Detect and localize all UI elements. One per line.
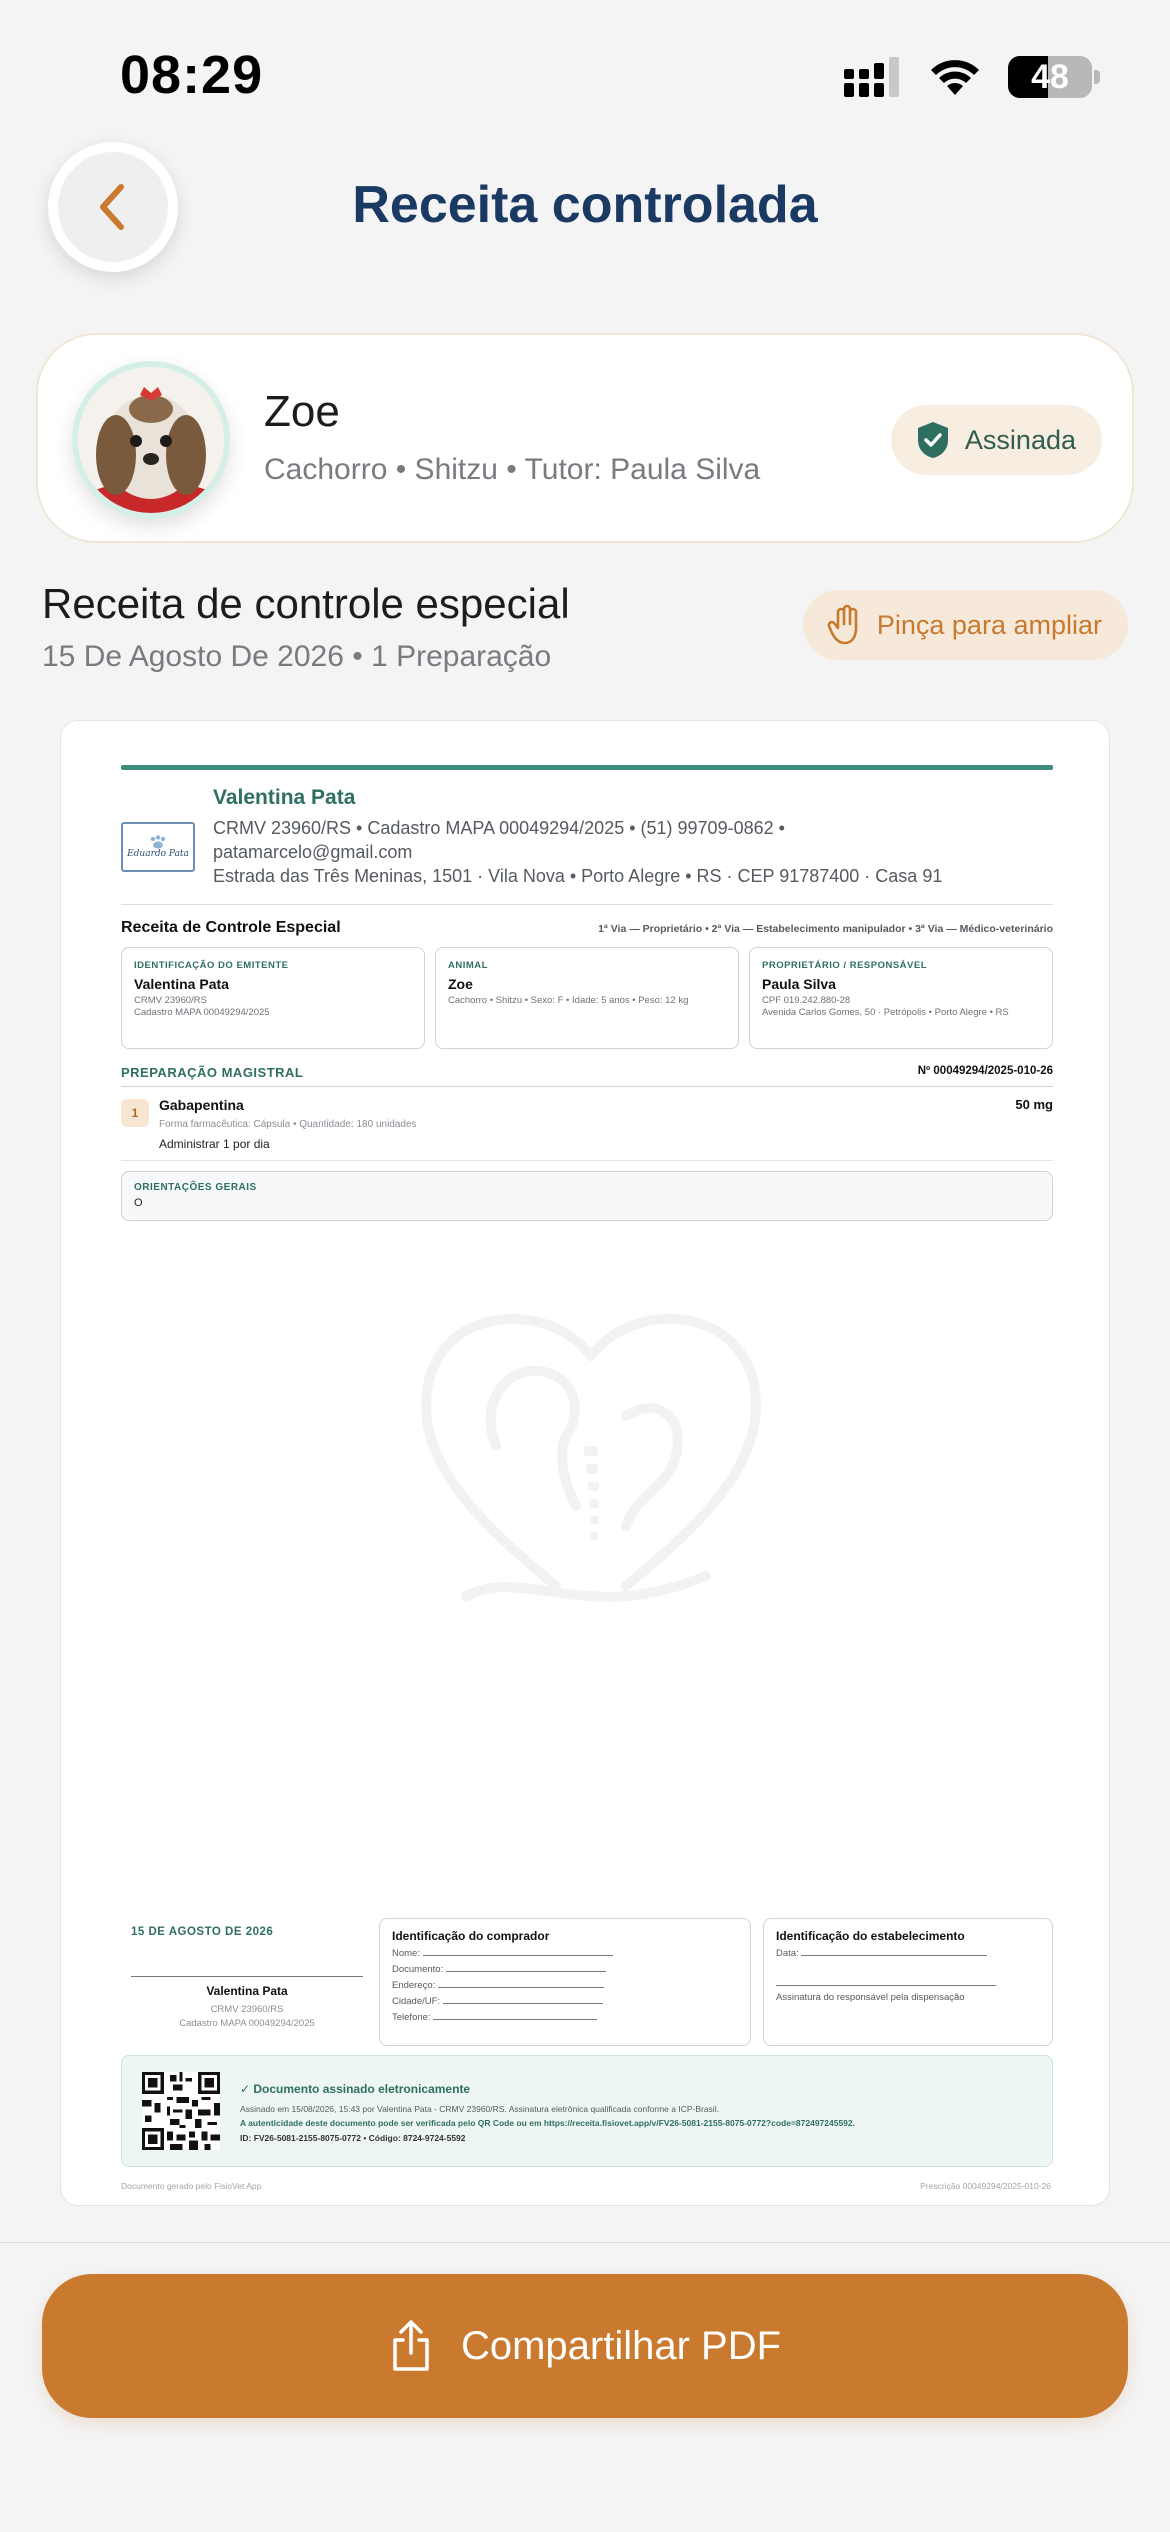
- electronic-signature-title: ✓ Documento assinado eletronicamente: [240, 2082, 471, 2096]
- medication-usage: Administrar 1 por dia: [159, 1137, 270, 1151]
- document-top-bar: [121, 765, 1053, 770]
- document-signature-section: [121, 1918, 1053, 2048]
- dog-photo-icon: [78, 367, 224, 513]
- medication-dose: 50 mg: [1015, 1097, 1053, 1112]
- signature-crmv: CRMV 23960/RS: [210, 2004, 284, 2015]
- signature-date: 15 DE AGOSTO DE 2026: [131, 1926, 274, 1938]
- signed-status-badge: [891, 405, 1102, 475]
- pet-name: Zoe: [264, 387, 340, 436]
- document-content: [121, 765, 1053, 1221]
- establishment-responsible: Assinatura do responsável pela dispensação: [776, 1992, 965, 2003]
- status-time: 08:29: [120, 45, 264, 105]
- medication-form: Forma farmacêutica: Cápsula • Quantidade: 180 unidades: [159, 1119, 417, 1130]
- establishment-identification-box: [763, 1918, 1053, 2046]
- animal-details: Cachorro • Shitzu • Sexo: F • Idade: 5 anos • Peso: 12 kg: [448, 995, 689, 1006]
- hand-icon: [827, 604, 865, 646]
- battery-percent: 48: [1031, 57, 1069, 96]
- buyer-name-field: Nome:: [392, 1948, 738, 1959]
- signature-mapa: Cadastro MAPA 00049294/2025: [179, 2018, 315, 2029]
- status-icons: [844, 56, 1100, 98]
- medication-name: Gabapentina: [159, 1097, 244, 1113]
- cellular-signal-icon: [844, 57, 902, 97]
- battery-cap: [1094, 70, 1100, 84]
- orientations-value: O: [134, 1197, 143, 1209]
- document-copies: 1ª Via — Proprietário • 2ª Via — Estabelecimento manipulador • 3ª Via — Médico-veterinário: [598, 923, 1053, 935]
- general-orientations: [121, 1171, 1053, 1221]
- animal-name: Zoe: [448, 976, 473, 992]
- issuer-mapa: Cadastro MAPA 00049294/2025: [134, 1007, 270, 1019]
- battery-indicator: [1008, 56, 1100, 98]
- pet-avatar: [72, 361, 230, 519]
- issuer-label: IDENTIFICAÇÃO DO EMITENTE: [134, 960, 289, 971]
- status-bar: [0, 0, 1170, 150]
- document-footer-left: Documento gerado pelo FisioVet App: [121, 2181, 262, 2191]
- share-icon: [389, 2319, 433, 2373]
- preparation-header: [121, 1065, 1053, 1087]
- signature-name: Valentina Pata: [206, 1984, 288, 1998]
- pet-details: Cachorro • Shitzu • Tutor: Paula Silva: [264, 453, 761, 486]
- share-pdf-button[interactable]: [42, 2274, 1128, 2418]
- clinic-name: Valentina Pata: [213, 786, 356, 809]
- prescription-subtitle: 15 De Agosto De 2026 • 1 Preparação: [42, 640, 552, 673]
- medication-item: [121, 1087, 1053, 1161]
- owner-address: Avenida Carlos Gomes, 50 · Petrópolis • Porto Alegre • RS: [762, 1007, 1009, 1019]
- buyer-title: Identificação do comprador: [392, 1929, 550, 1943]
- shield-check-icon: [915, 420, 951, 460]
- patient-card[interactable]: [36, 333, 1134, 543]
- buyer-document-field: Documento:: [392, 1964, 738, 1975]
- electronic-signature-info: Assinado em 15/08/2026, 15:43 por Valentina Pata - CRMV 23960/RS. Assinatura eletrônica qualificada conforme a ICP-Brasil.: [240, 2104, 719, 2114]
- medication-index: 1: [121, 1099, 149, 1127]
- establishment-title: Identificação do estabelecimento: [776, 1929, 965, 1943]
- electronic-signature-box: [121, 2055, 1053, 2167]
- preparation-label: PREPARAÇÃO MAGISTRAL: [121, 1065, 304, 1080]
- pinch-to-zoom-hint: [803, 590, 1128, 660]
- pinch-to-zoom-label: Pinça para ampliar: [876, 609, 1102, 640]
- owner-name: Paula Silva: [762, 976, 836, 992]
- electronic-signature-id: ID: FV26-5081-2155-8075-0772 • Código: 8724-9724-5592: [240, 2133, 466, 2143]
- bottom-divider: [0, 2242, 1170, 2243]
- animal-label: ANIMAL: [448, 960, 488, 971]
- wifi-icon: [928, 57, 982, 97]
- clinic-header: [121, 784, 1053, 904]
- share-pdf-label: Compartilhar PDF: [460, 2323, 782, 2368]
- clinic-email: patamarcelo@gmail.com: [213, 842, 413, 862]
- preparation-number: Nº 00049294/2025-010-26: [917, 1065, 1053, 1077]
- prescription-document[interactable]: [60, 720, 1110, 2206]
- qr-code-icon[interactable]: [142, 2072, 220, 2150]
- divider: [121, 904, 1053, 905]
- issuer-name: Valentina Pata: [134, 976, 229, 992]
- signed-status-label: Assinada: [964, 424, 1076, 455]
- clinic-logo-text: Eduardo Pata: [127, 849, 189, 859]
- clinic-logo: [121, 822, 195, 872]
- clinic-address: Estrada das Três Meninas, 1501 · Vila Nova • Porto Alegre • RS · CEP 91787400 · Casa 91: [213, 866, 943, 886]
- document-heading: Receita de Controle Especial: [121, 919, 341, 936]
- battery-icon: [1008, 56, 1092, 98]
- identification-boxes: [121, 947, 1053, 1049]
- owner-box: [749, 947, 1053, 1049]
- establishment-signature-line: [776, 1985, 996, 1986]
- buyer-phone-field: Telefone:: [392, 2012, 738, 2023]
- document-footer-right: Prescrição 00049294/2025-010-26: [920, 2181, 1051, 2191]
- signature-line: [131, 1976, 363, 1977]
- document-heading-row: [121, 919, 1053, 937]
- pet-watermark-icon: [406, 1296, 776, 1636]
- paw-icon: [147, 835, 169, 849]
- electronic-signature-verify: A autenticidade deste documento pode ser verificada pelo QR Code ou em https://receita.fisiovet.app/v/FV26-5081-2155-8075-0772?code=872497245592.: [240, 2118, 855, 2128]
- animal-box: [435, 947, 739, 1049]
- establishment-date-field: Data:: [776, 1948, 1040, 1959]
- owner-label: PROPRIETÁRIO / RESPONSÁVEL: [762, 960, 928, 971]
- buyer-identification-box: [379, 1918, 751, 2046]
- page-title: Receita controlada: [352, 176, 818, 234]
- owner-cpf: CPF 019.242.880-28: [762, 995, 851, 1006]
- buyer-address-field: Endereço:: [392, 1980, 738, 1991]
- buyer-city-field: Cidade/UF:: [392, 1996, 738, 2007]
- clinic-registration: CRMV 23960/RS • Cadastro MAPA 00049294/2025 • (51) 99709-0862 •: [213, 818, 785, 838]
- issuer-box: [121, 947, 425, 1049]
- issuer-crmv: CRMV 23960/RS: [134, 995, 207, 1006]
- orientations-label: ORIENTAÇÕES GERAIS: [134, 1182, 257, 1193]
- prescription-title: Receita de controle especial: [42, 580, 570, 627]
